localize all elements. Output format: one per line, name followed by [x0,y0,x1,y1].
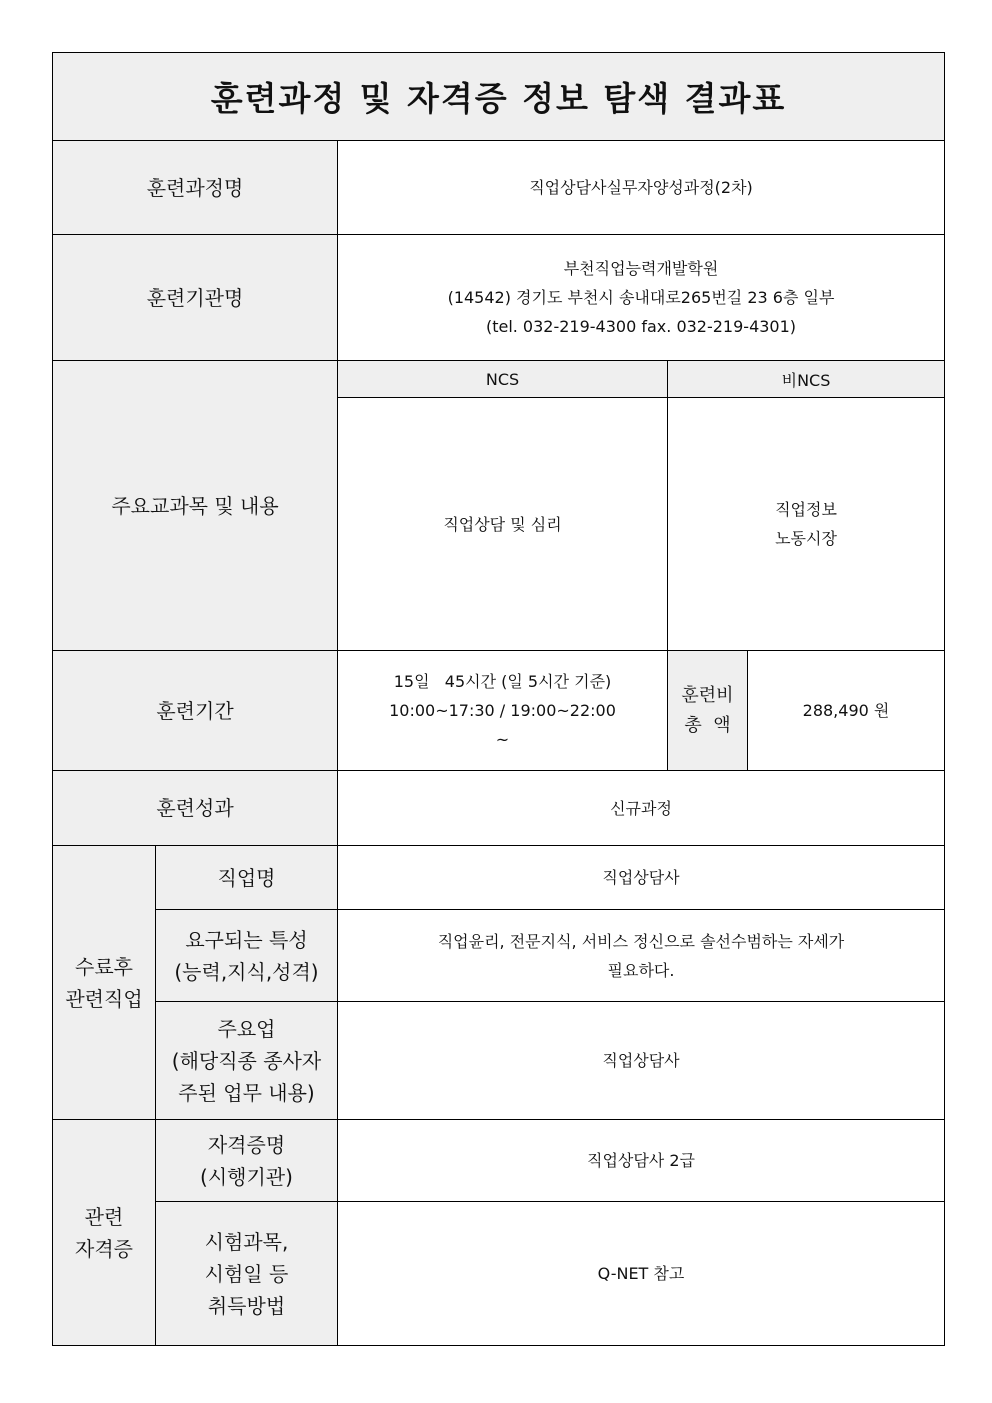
traits-value-cell [337,909,945,1002]
cert-name-value-cell [337,1119,945,1202]
cert-name-value: 직업상담사 2급 [586,1151,695,1170]
fee-label-cell [667,650,748,771]
outcome-label-cell [52,770,338,846]
course-value: 직업상담사실무자양성과정(2차) [529,178,753,197]
traits-label-cell [155,909,338,1002]
subjects-label: 주요교과목 및 내용 [111,493,279,518]
institution-address: (14542) 경기도 부천시 송내대로265번길 23 6층 일부 [447,288,835,307]
main-work-label-line: 주된 업무 내용) [178,1080,315,1105]
cert-name-label-cell [155,1119,338,1202]
exam-label-cell [155,1201,338,1346]
cert-name-label-line: (시행기관) [200,1164,293,1189]
page-title [52,52,945,141]
exam-value-cell [337,1201,945,1346]
main-work-label-line: 주요업 [217,1016,276,1041]
traits-value-line: 필요하다. [607,960,675,980]
jobs-group-label-cell [52,845,156,1120]
period-line: 15일 45시간 (일 5시간 기준) [393,672,612,691]
course-label: 훈련과정명 [146,175,244,200]
subjects-label-cell [52,360,338,651]
outcome-label: 훈련성과 [156,796,234,820]
job-name-value: 직업상담사 [602,868,680,887]
traits-value-line: 직업윤리, 전문지식, 서비스 정신으로 솔선수범하는 자세가 [437,931,845,951]
main-work-value: 직업상담사 [602,1051,680,1070]
traits-label-line: (능력,지식,성격) [174,959,319,984]
cert-group-label-cell [52,1119,156,1346]
institution-label: 훈련기관명 [146,285,244,310]
institution-value-cell [337,234,945,361]
exam-label-line: 취득방법 [207,1293,286,1318]
title-text: 훈련과정 및 자격증 정보 탐색 결과표 [210,79,787,118]
job-name-label: 직업명 [217,865,276,890]
main-work-label-line: (해당직종 종사자 [171,1048,322,1073]
main-work-value-cell [337,1001,945,1120]
jobs-group-line: 수료후 [75,954,133,979]
course-value-cell [337,140,945,235]
ncs-header: NCS [485,369,520,389]
period-value-cell [337,650,668,771]
fee-label-line: 총 액 [684,714,731,736]
ncs-item: 직업상담 및 심리 [443,514,562,534]
main-work-label-cell [155,1001,338,1120]
jobs-group-line: 관련직업 [65,986,143,1011]
exam-label-line: 시험일 등 [204,1261,289,1286]
cert-group-line: 관련 [84,1204,124,1229]
institution-name: 부천직업능력개발학원 [563,259,719,278]
fee-value-cell [747,650,945,771]
exam-value: Q-NET 참고 [597,1264,685,1283]
fee-value: 288,490 원 [802,701,890,720]
institution-contact: (tel. 032-219-4300 fax. 032-219-4301) [485,317,797,336]
institution-label-cell [52,234,338,361]
job-name-label-cell [155,845,338,910]
cert-name-label-line: 자격증명 [207,1132,286,1157]
course-label-cell [52,140,338,235]
outcome-value: 신규과정 [610,798,672,818]
period-line: 10:00~17:30 / 19:00~22:00 [389,701,616,720]
period-line: ~ [495,730,510,749]
cert-group-line: 자격증 [75,1236,133,1261]
job-name-value-cell [337,845,945,910]
non-ncs-item: 직업정보 [775,500,837,519]
non-ncs-header: 비NCS [781,370,831,390]
ncs-content-cell [337,397,668,651]
period-label: 훈련기간 [156,698,234,723]
non-ncs-item: 노동시장 [775,529,837,548]
traits-label-line: 요구되는 특성 [185,927,308,952]
fee-label-line: 훈련비 [681,684,734,706]
exam-label-line: 시험과목, [204,1229,289,1254]
non-ncs-header-cell [667,360,945,398]
ncs-header-cell [337,360,668,398]
period-label-cell [52,650,338,771]
outcome-value-cell [337,770,945,846]
non-ncs-content-cell [667,397,945,651]
